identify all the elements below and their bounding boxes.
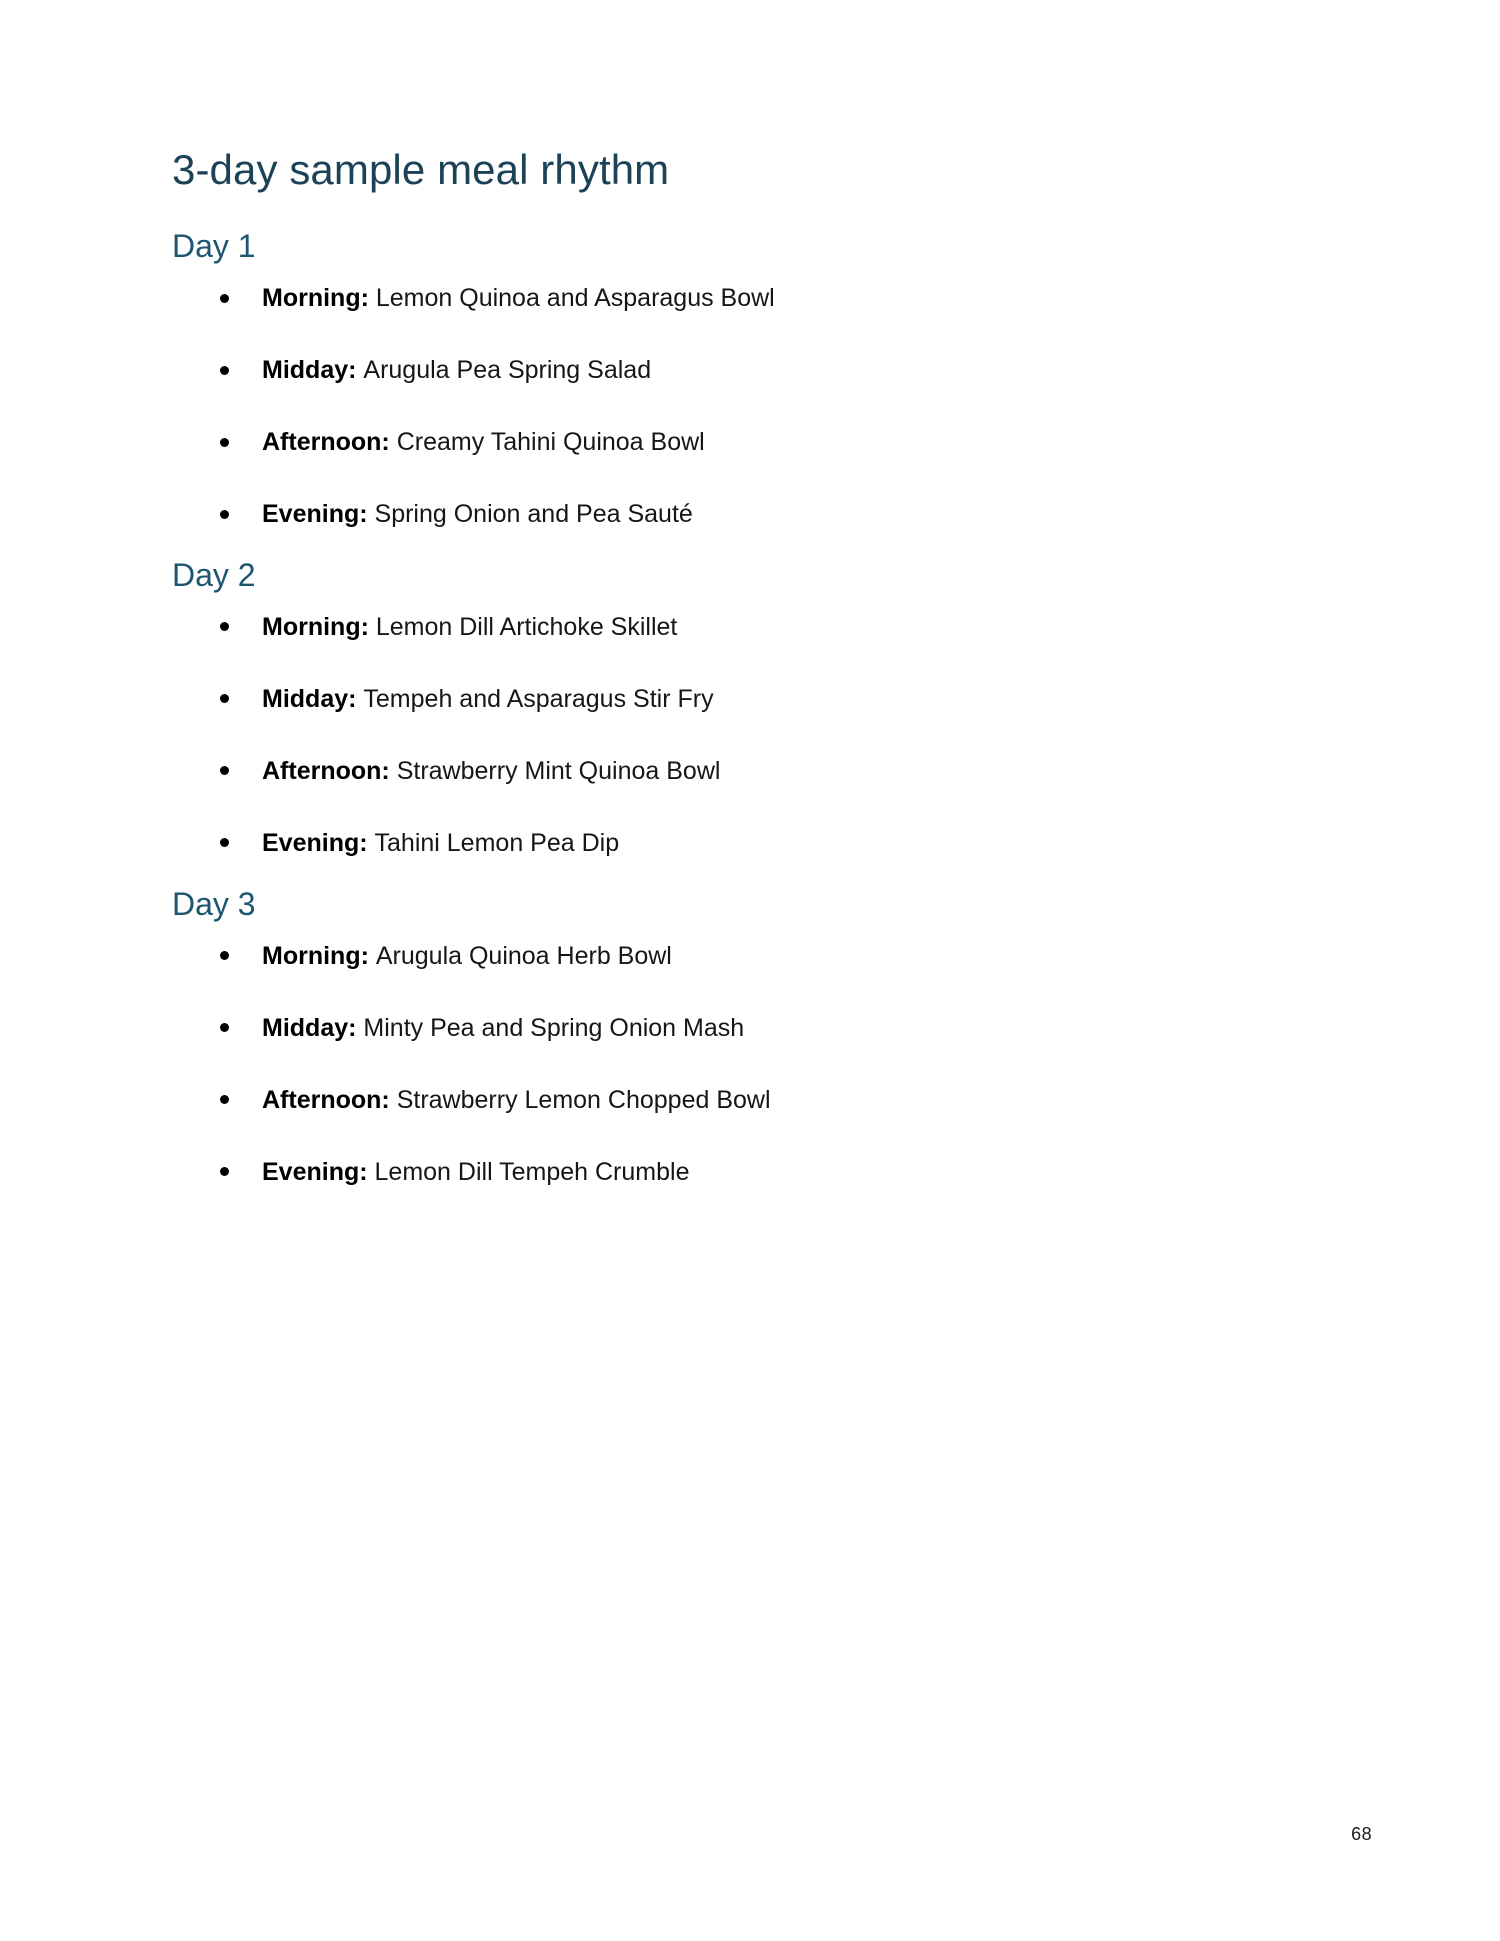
list-item [172, 756, 1332, 786]
bullet-icon [220, 941, 232, 971]
meal-list-day-3 [172, 941, 1332, 1187]
bullet-icon [220, 283, 232, 313]
meal-name-label: Lemon Dill Artichoke Skillet [375, 612, 678, 641]
meal-name-label: Arugula Pea Spring Salad [363, 356, 652, 385]
meal-time-label: Morning: [262, 612, 376, 641]
meal-name-label: Arugula Quinoa Herb Bowl [375, 941, 672, 970]
day-heading-1: Day 1 [172, 228, 256, 265]
bullet-icon [220, 1013, 232, 1043]
meal-name-label: Lemon Dill Tempeh Crumble [374, 1157, 690, 1186]
meal-time-label: Midday: [262, 1013, 364, 1042]
bullet-icon [220, 828, 232, 858]
meal-name-label: Creamy Tahini Quinoa Bowl [396, 428, 705, 457]
meal-time-label: Midday: [262, 356, 364, 385]
list-item [172, 684, 1332, 714]
day-heading-2: Day 2 [172, 557, 256, 594]
meal-list-day-1 [172, 283, 1332, 529]
bullet-icon [220, 1157, 232, 1187]
list-item [172, 941, 1332, 971]
meal-name-label: Minty Pea and Spring Onion Mash [363, 1013, 745, 1042]
bullet-icon [220, 1085, 232, 1115]
page-title: 3-day sample meal rhythm [172, 146, 670, 193]
list-item [172, 612, 1332, 642]
meal-name-label: Lemon Quinoa and Asparagus Bowl [375, 284, 775, 313]
meal-name-label: Tahini Lemon Pea Dip [374, 828, 620, 857]
page-content [172, 146, 1332, 1187]
meal-time-label: Evening: [262, 828, 375, 857]
meal-time-label: Midday: [262, 684, 364, 713]
meal-name-label: Tempeh and Asparagus Stir Fry [363, 684, 714, 713]
bullet-icon [220, 756, 232, 786]
meal-time-label: Evening: [262, 500, 375, 529]
list-item [172, 1013, 1332, 1043]
list-item [172, 355, 1332, 385]
day-section-2 [172, 557, 1332, 858]
meal-name-label: Spring Onion and Pea Sauté [374, 500, 693, 529]
bullet-icon [220, 427, 232, 457]
list-item [172, 1085, 1332, 1115]
meal-time-label: Afternoon: [262, 756, 397, 785]
meal-list-day-2 [172, 612, 1332, 858]
bullet-icon [220, 684, 232, 714]
list-item [172, 499, 1332, 529]
day-section-1 [172, 228, 1332, 529]
meal-time-label: Afternoon: [262, 428, 397, 457]
list-item [172, 427, 1332, 457]
bullet-icon [220, 499, 232, 529]
page-number: 68 [1351, 1824, 1372, 1844]
meal-name-label: Strawberry Lemon Chopped Bowl [396, 1085, 771, 1114]
day-heading-3: Day 3 [172, 885, 256, 922]
meal-time-label: Morning: [262, 941, 376, 970]
day-section-3 [172, 886, 1332, 1187]
bullet-icon [220, 612, 232, 642]
list-item [172, 283, 1332, 313]
list-item [172, 1157, 1332, 1187]
meal-time-label: Morning: [262, 284, 376, 313]
list-item [172, 828, 1332, 858]
meal-time-label: Afternoon: [262, 1085, 397, 1114]
meal-time-label: Evening: [262, 1157, 375, 1186]
bullet-icon [220, 355, 232, 385]
meal-name-label: Strawberry Mint Quinoa Bowl [396, 756, 721, 785]
